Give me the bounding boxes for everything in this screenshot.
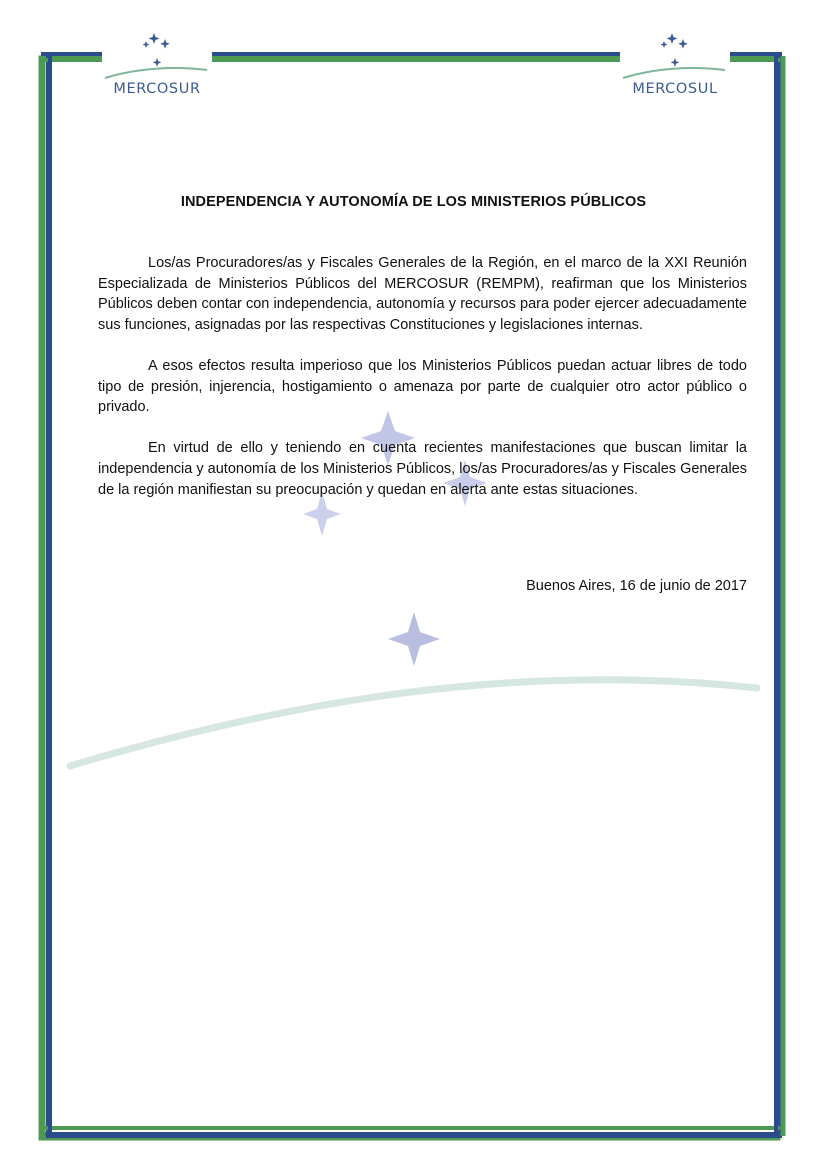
place-and-date: Buenos Aires, 16 de junio de 2017 (526, 578, 747, 594)
mercosul-logo (620, 28, 730, 103)
document-body (98, 253, 747, 521)
document-title: INDEPENDENCIA Y AUTONOMÍA DE LOS MINISTERIOS PÚBLICOS (180, 194, 647, 210)
southern-cross-stars-icon (620, 28, 730, 83)
paragraph: A esos efectos resulta imperioso que los Ministerios Públicos puedan actuar libres de todo tipo de presión, injerencia, hostigamiento o amenaza por parte de cualquier otro actor público o privado. (98, 357, 747, 416)
paragraph: En virtud de ello y teniendo en cuenta recientes manifestaciones que buscan limitar la independencia y autonomía de los Ministerios Públicos, los/as Procuradores/as y Fiscales Generales de la región manifiestan su preocupación y quedan en alerta ante estas situaciones. (98, 440, 747, 498)
mercosur-logo (102, 28, 212, 103)
paragraph: Los/as Procuradores/as y Fiscales Generales de la Región, en el marco de la XXI Reunión Especializada de Ministerios Públicos del MERCOSUR (REMPM), reafirman que los Ministerios Públicos deben contar con independencia, autonomía y recursos para poder ejercer adecuadamente sus funciones, asignadas por las respectivas Constituciones y legislaciones internas. (98, 255, 747, 333)
logo-text-mercosul: MERCOSUL (632, 81, 718, 97)
logo-text-mercosur: MERCOSUR (113, 81, 201, 97)
southern-cross-stars-icon (102, 28, 212, 83)
